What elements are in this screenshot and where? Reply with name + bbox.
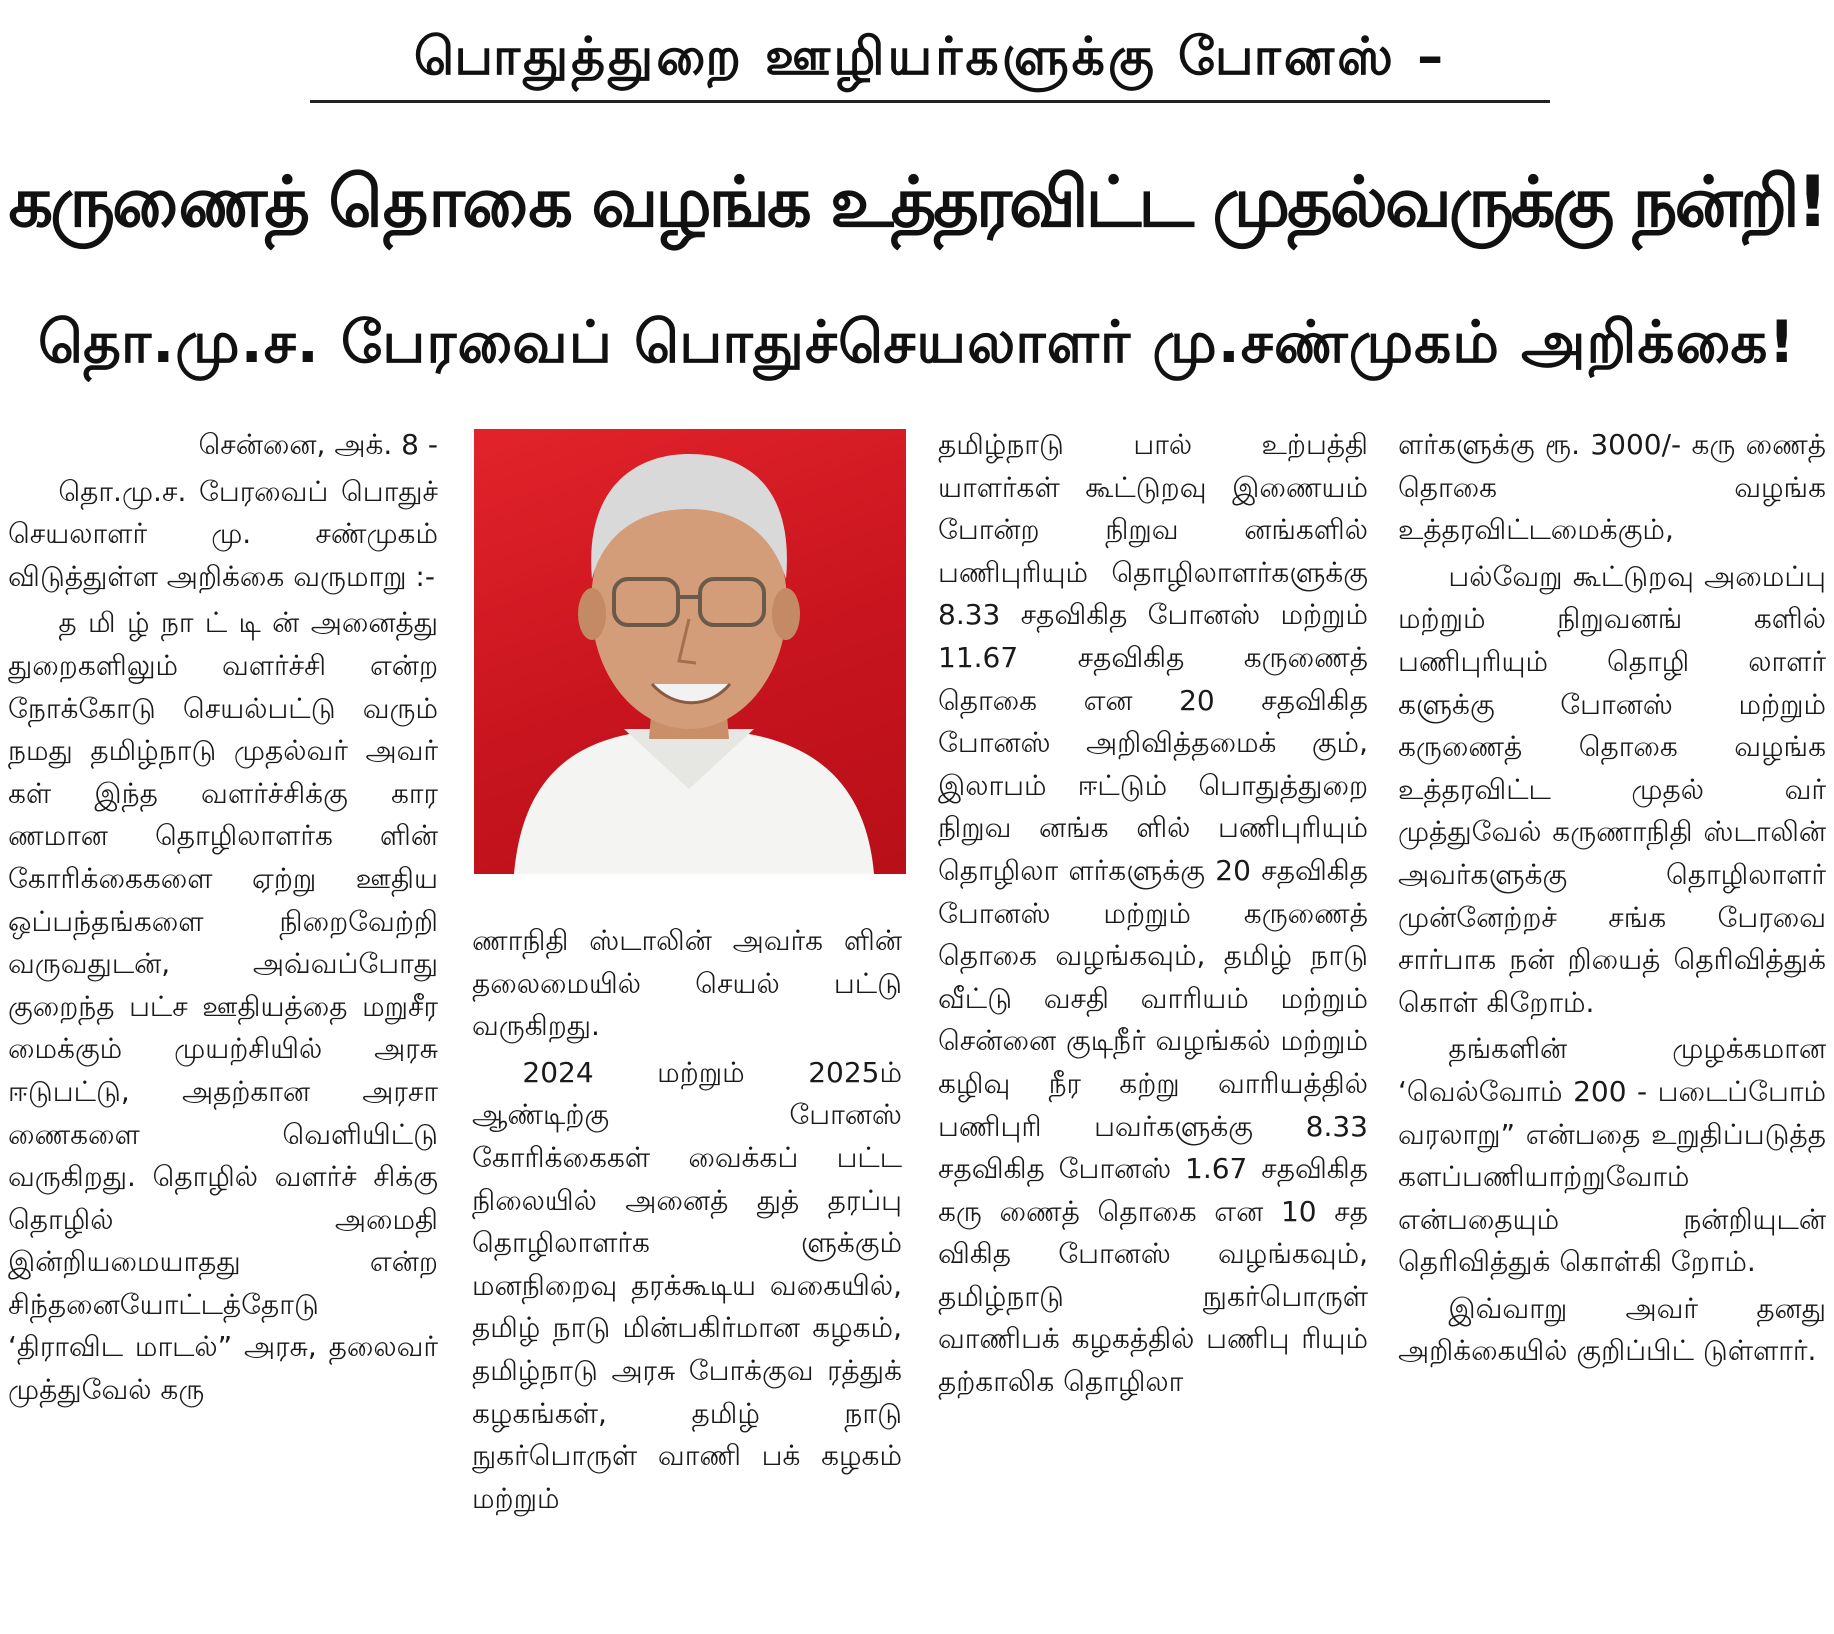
main-headline: கருணைத் தொகை வழங்க உத்தரவிட்ட முதல்வருக்கு நன்றி! [8,161,1826,243]
article-paragraph: தமிழ்நாடு பால் உற்பத்தி யாளர்கள் கூட்டுறவு இணையம் போன்ற நிறுவ னங்களில் பணிபுரியும் தொழிலாளர்களுக்கு 8.33 சதவிகித போனஸ் மற்றும் 11.67 சதவிகித கருணைத் தொகை என 20 சதவிகித போனஸ் அறிவித்தமைக் கும், இலாபம் ஈட்டும் பொதுத்துறை நிறுவ னங்க ளில் பணிபுரியும் தொழிலா ளர்களுக்கு 20 சதவிகித போனஸ் மற்றும் கருணைத் தொகை வழங்கவும், தமிழ் நாடு வீட்டு வசதி வாரியம் மற்றும் சென்னை குடிநீர் வழங்கல் மற்றும் கழிவு நீர கற்று வாரியத்தில் பணிபுரி பவர்களுக்கு 8.33 சதவிகித போனஸ் 1.67 சதவிகித கரு ணைத் தொகை என 10 சத விகித போனஸ் வழங்கவும், தமிழ்நாடு நுகர்பொருள் வாணிபக் கழகத்தில் பணிபு ரியும் தற்காலிக தொழிலா [938,428,1368,1399]
portrait-photo-icon [474,429,906,874]
article-paragraph: 2024 மற்றும் 2025ம் ஆண்டிற்கு போனஸ் கோரிக்கைகள் வைக்கப் பட்ட நிலையில் அனைத் துத் தரப்பு தொழிலாளர்க ளுக்கும் மனநிறைவு தரக்கூடிய வகையில், தமிழ் நாடு மின்பகிர்மான கழகம், தமிழ்நாடு அரசு போக்குவ ரத்துக் கழகங்கள், தமிழ் நாடு நுகர்பொருள் வாணி பக் கழகம் மற்றும் [472,1055,902,1515]
article-paragraph: த மி ழ் நா ட் டி ன் அனைத்து துறைகளிலும் வளர்ச்சி என்ற நோக்கோடு செயல்பட்டு வரும் நமது தமிழ்நாடு முதல்வர் அவர் கள் இந்த வளர்ச்சிக்கு கார ணமான தொழிலாளர்க ளின் கோரிக்கைகளை ஏற்று ஊதிய ஒப்பந்தங்களை நிறைவேற்றி வருவதுடன், அவ்வப்போது குறைந்த பட்ச ஊதியத்தை மறுசீர மைக்கும் முயற்சியில் அரசு ஈடுபட்டு, அதற்கான அரசா ணைகளை வெளியிட்டு வருகிறது. தொழில் வளர்ச் சிக்கு தொழில் அமைதி இன்றியமையாதது என்ற சிந்தனையோட்டத்தோடு ‘திராவிட மாடல்” அரசு, தலைவர் முத்துவேல் கரு [8,606,438,1407]
article-paragraph: ணாநிதி ஸ்டாலின் அவர்க ளின் தலைமையில் செயல் பட்டு வருகிறது. [472,924,902,1043]
article-intro: தொ.மு.ச. பேரவைப் பொதுச் செயலாளர் மு. சண்முகம் விடுத்துள்ள அறிக்கை வருமாறு :- [8,474,438,593]
article-column-1 [8,424,438,1412]
sub-headline: தொ.மு.ச. பேரவைப் பொதுச்செயலாளர் மு.சண்முகம் அறிக்கை! [38,308,1796,376]
portrait-photo [474,429,906,874]
article-paragraph: பல்வேறு கூட்டுறவு அமைப்பு மற்றும் நிறுவனங் களில் பணிபுரியும் தொழி லாளர் களுக்கு போனஸ் மற்றும் கருணைத் தொகை வழங்க உத்தரவிட்ட முதல் வர் முத்துவேல் கருணாநிதி ஸ்டாலின் அவர்களுக்கு தொழிலாளர் முன்னேற்றச் சங்க பேரவை சார்பாக நன் றியைத் தெரிவித்துக் கொள் கிறோம். [1398,559,1826,1019]
dateline: சென்னை, அக். 8 - [198,428,438,461]
article-column-2 [472,920,902,1520]
article-paragraph: ளர்களுக்கு ரூ. 3000/- கரு ணைத் தொகை வழங்க உத்தரவிட்டமைக்கும், [1398,428,1826,547]
article-column-3 [938,424,1368,1404]
article-column-4 [1398,424,1826,1373]
article-paragraph: இவ்வாறு அவர் தனது அறிக்கையில் குறிப்பிட் டுள்ளார். [1398,1291,1826,1368]
article-paragraph: தங்களின் முழக்கமான ‘வெல்வோம் 200 - படைப்போம் வரலாறு” என்பதை உறுதிப்படுத்த களப்பணியாற்றுவோம் என்பதையும் நன்றியுடன் தெரிவித்துக் கொள்கி றோம். [1398,1032,1826,1279]
kicker-headline: பொதுத்துறை ஊழியர்களுக்கு போனஸ் – [310,14,1550,103]
